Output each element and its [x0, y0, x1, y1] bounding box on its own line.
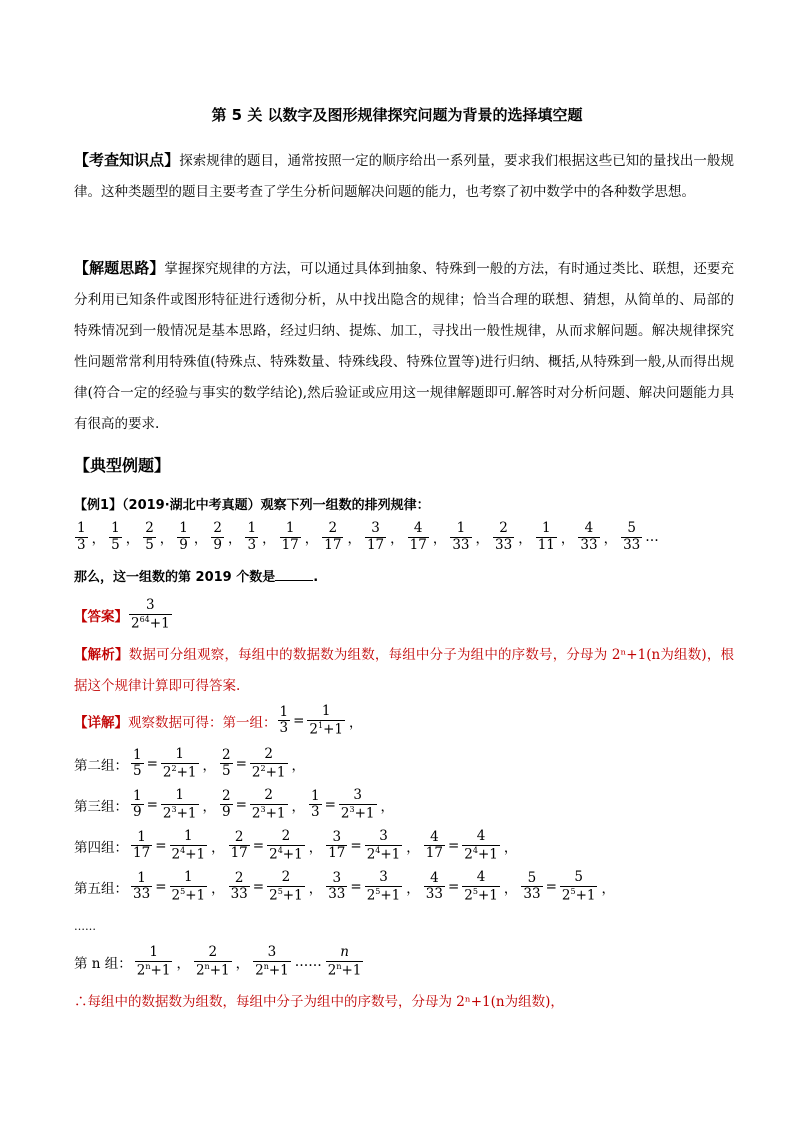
denominator: 5 [133, 763, 142, 780]
knowledge-text: 探索规律的题目，通常按照一定的顺序给出一系列量，要求我们根据这些已知的量找出一般规律。这种类题型的题目主要考查了学生分析问题解决问题的能力，也考察了初中数学中的各种数学思想。 [74, 153, 734, 200]
denominator: $2^4+1$ [366, 845, 401, 863]
group-power-fraction [365, 870, 403, 904]
comma: ， [308, 880, 323, 897]
group-fraction [229, 830, 250, 862]
comma: ， [235, 955, 250, 972]
denominator: 33 [230, 886, 248, 903]
group-fraction [278, 705, 291, 737]
denominator: 3 [77, 536, 86, 553]
numerator: 3 [332, 828, 342, 845]
group-power-fraction [307, 704, 345, 738]
comma: ， [475, 531, 489, 548]
denominator: $2^5+1$ [171, 886, 206, 904]
page-title: 第 5 关 以数字及图形规律探究问题为背景的选择填空题 [211, 106, 583, 124]
detail-dots: …… [74, 920, 96, 933]
group-fraction [326, 830, 347, 862]
analysis-label: 【解析】 [74, 647, 129, 663]
denominator: 3 [279, 720, 289, 737]
equals: = [293, 712, 305, 729]
group-fraction [424, 830, 445, 862]
sequence-fraction [75, 521, 88, 553]
example1-question [74, 562, 734, 593]
numerator: 1 [133, 787, 142, 804]
numerator: 1 [137, 828, 146, 845]
comma: ， [503, 839, 518, 856]
group-power-fraction [267, 829, 305, 863]
group-power-fraction [250, 747, 288, 781]
comma: ， [406, 839, 420, 856]
detail-conclusion: ∴每组中的数据数为组数，每组中分子为组中的序数号，分母为 2ⁿ+1(n为组数)， [74, 994, 564, 1010]
detail-group-1 [74, 704, 366, 738]
group-label: 第 n 组： [74, 955, 132, 972]
equals: = [252, 837, 265, 854]
numerator: 1 [137, 869, 146, 886]
comma: ， [308, 839, 323, 856]
denominator: 5 [145, 536, 154, 553]
analysis-text: 数据可分组观察，每组中的数据数为组数，每组中分子为组中的序数号，分母为 2ⁿ+1(n为组数)，根据这个规律计算即可得答案. [74, 647, 734, 694]
sequence-fraction [211, 521, 224, 553]
equals: = [324, 796, 336, 813]
knowledge-section [74, 145, 734, 208]
nth-fraction-last [326, 945, 364, 979]
group-fraction [131, 871, 152, 903]
denominator: 9 [179, 536, 188, 553]
numerator: 1 [175, 787, 184, 803]
comma: ， [390, 531, 404, 548]
denominator: 3 [311, 804, 320, 821]
ellipsis: … [645, 529, 659, 546]
group-fraction [131, 789, 144, 821]
sequence-fraction [322, 521, 343, 553]
denominator: $2^4+1$ [464, 845, 498, 863]
denominator: $2^4+1$ [171, 845, 206, 863]
numerator: 3 [379, 828, 388, 844]
group-power-fraction [339, 788, 377, 822]
group-power-fraction [462, 870, 500, 904]
denominator: 17 [425, 845, 443, 862]
sequence-fraction [245, 521, 258, 553]
numerator: 1 [184, 828, 193, 844]
answer-numerator: 3 [146, 597, 155, 613]
group-fraction [521, 871, 542, 903]
numerator: 1 [311, 787, 320, 804]
numerator: 1 [279, 703, 289, 720]
comma: ， [349, 714, 363, 731]
comma: ， [91, 531, 106, 548]
numerator: 4 [476, 828, 486, 844]
denominator: 33 [495, 536, 513, 553]
numerator: 4 [413, 520, 423, 536]
numerator: 2 [145, 520, 154, 536]
numerator: 2 [222, 746, 231, 763]
denominator: 5 [111, 536, 120, 553]
numerator: n [340, 944, 349, 960]
sequence-fraction [621, 521, 642, 553]
numerator: 1 [133, 746, 142, 763]
denominator: 3 [247, 536, 257, 553]
denominator: $2^3+1$ [340, 804, 375, 822]
group-fraction [131, 748, 144, 780]
denominator: $2^n+1$ [195, 961, 230, 979]
group-power-fraction [560, 870, 598, 904]
group-fraction [424, 871, 445, 903]
answer-row [74, 598, 173, 632]
knowledge-label: 【考查知识点】 [74, 151, 180, 169]
sequence-fraction [365, 521, 386, 553]
denominator: 17 [324, 536, 342, 553]
numerator: 1 [285, 520, 295, 536]
numerator: 2 [281, 828, 291, 844]
comma: ， [601, 880, 615, 897]
denominator: $2^n+1$ [136, 961, 171, 979]
numerator: 4 [430, 828, 439, 845]
numerator: 2 [499, 520, 508, 536]
group-fraction [220, 789, 233, 821]
numerator: 2 [281, 869, 291, 885]
approach-text: 掌握探究规律的方法，可以通过具体到抽象、特殊到一般的方法，有时通过类比、联想，还要充分利用已知条件或图形特征进行透彻分析，从中找出隐含的规律；恰当合理的联想、猜想，从简单的、局部的特殊情况到一般情况是基本思路，经过归纳、提炼、加工，寻找出一般性规律，从而求解问题。解决规律探究性问题常常利用特殊值(特殊点、特殊数量、特殊线段、特殊位置等)进行归纳、概括,从特殊到一般,从而得出规律(符合一定的经验与事实的数学结论),然后验证或应用这一规律解题即可.解答时对分析问题、解决问题能力具有很高的要求. [74, 261, 734, 432]
sequence-fraction [143, 521, 156, 553]
denominator: 33 [425, 886, 443, 903]
denominator: $2^1+1$ [309, 720, 343, 738]
answer-blank [275, 568, 313, 581]
numerator: 2 [208, 944, 218, 960]
denominator: 5 [222, 763, 231, 780]
equals: = [252, 878, 265, 895]
denominator: 9 [133, 804, 142, 821]
comma: ， [125, 531, 140, 548]
equals: = [146, 796, 158, 813]
nth-fraction [194, 945, 232, 979]
numerator: 1 [541, 520, 551, 536]
sequence-fraction [408, 521, 429, 553]
answer-denominator: $2^{64}+1$ [131, 614, 170, 632]
denominator: $2^3+1$ [162, 804, 197, 822]
sequence-fraction [493, 521, 514, 553]
denominator: $2^4+1$ [269, 845, 303, 863]
dots: …… [294, 953, 322, 970]
detail-group-5 [74, 870, 618, 904]
group-label: 第三组： [74, 798, 128, 815]
approach-section [74, 253, 734, 440]
group-fraction [229, 871, 250, 903]
denominator: 17 [409, 536, 427, 553]
approach-label: 【解题思路】 [74, 259, 165, 277]
equals: = [155, 837, 167, 854]
group-fraction [131, 830, 152, 862]
sequence-fraction [450, 521, 471, 553]
group-power-fraction [170, 829, 208, 863]
numerator: 4 [476, 869, 486, 885]
comma: ， [193, 531, 208, 548]
denominator: 17 [281, 536, 299, 553]
numerator: 1 [175, 746, 184, 762]
comma: ， [304, 531, 319, 548]
denominator: 33 [580, 536, 598, 553]
numerator: 2 [264, 746, 273, 762]
denominator: $2^n+1$ [255, 961, 289, 979]
numerator: 2 [222, 787, 231, 804]
group-label: 第四组： [74, 839, 128, 856]
numerator: 2 [328, 520, 338, 536]
numerator: 4 [430, 869, 439, 886]
numerator: 1 [77, 520, 86, 536]
comma: ， [503, 880, 518, 897]
equals: = [350, 837, 362, 854]
numerator: 1 [321, 703, 331, 719]
comma: ， [211, 880, 225, 897]
comma: ， [227, 531, 242, 548]
numerator: 2 [234, 828, 244, 845]
comma: ， [159, 531, 174, 548]
answer-label: 【答案】 [74, 608, 128, 625]
numerator: 1 [184, 869, 193, 885]
equals: = [146, 755, 158, 772]
equals: = [155, 878, 167, 895]
denominator: 33 [623, 536, 641, 553]
denominator: $2^n+1$ [327, 961, 362, 979]
number-sequence [74, 521, 659, 553]
comma: ， [603, 531, 618, 548]
numerator: 3 [267, 944, 277, 960]
sequence-fraction [536, 521, 557, 553]
numerator: 3 [332, 869, 342, 886]
denominator: 9 [222, 804, 231, 821]
sequence-fraction [109, 521, 122, 553]
group-power-fraction [365, 829, 403, 863]
question-end: . [313, 570, 319, 585]
comma: ， [347, 531, 361, 548]
group-power-fraction [161, 788, 199, 822]
equals: = [545, 878, 557, 895]
question-text: 那么，这一组数的第 2019 个数是 [74, 570, 276, 585]
numerator: 4 [584, 520, 594, 536]
equals: = [235, 755, 247, 772]
comma: ， [291, 798, 305, 815]
group-label: 第二组： [74, 757, 128, 774]
group-fraction [326, 871, 347, 903]
comma: ， [291, 757, 305, 774]
detail-group-3 [74, 788, 397, 822]
denominator: 17 [328, 845, 346, 862]
denominator: 33 [328, 886, 346, 903]
denominator: 33 [523, 886, 541, 903]
denominator: $2^5+1$ [269, 886, 303, 904]
denominator: $2^2+1$ [251, 763, 286, 781]
denominator: 17 [230, 845, 248, 862]
comma: ， [560, 531, 575, 548]
group-power-fraction [161, 747, 199, 781]
denominator: $2^2+1$ [162, 763, 197, 781]
numerator: 1 [456, 520, 466, 536]
numerator: 2 [234, 869, 244, 886]
comma: ， [262, 531, 276, 548]
denominator: 17 [366, 536, 385, 553]
numerator: 1 [247, 520, 257, 536]
denominator: 33 [133, 886, 151, 903]
comma: ， [211, 839, 225, 856]
detail-group-n [74, 945, 364, 979]
group-fraction [220, 748, 233, 780]
sequence-fraction [578, 521, 599, 553]
comma: ， [406, 880, 420, 897]
group-power-fraction [170, 870, 208, 904]
detail-group-4 [74, 829, 520, 863]
detail-label: 【详解】 [74, 714, 128, 731]
detail-group-2 [74, 747, 308, 781]
denominator: $2^3+1$ [251, 804, 286, 822]
denominator: $2^5+1$ [561, 886, 596, 904]
comma: ， [380, 798, 394, 815]
numerator: 5 [627, 520, 636, 536]
equals: = [447, 837, 460, 854]
numerator: 2 [213, 520, 222, 536]
numerator: 3 [353, 787, 362, 803]
comma: ， [432, 531, 447, 548]
numerator: 3 [379, 869, 388, 885]
numerator: 1 [111, 520, 120, 536]
group-fraction [309, 789, 322, 821]
denominator: 33 [452, 536, 470, 553]
group-label: 第五组： [74, 880, 128, 897]
example1-head: 【例1】（2019·湖北中考真题）观察下列一组数的排列规律： [74, 498, 430, 513]
equals: = [235, 796, 247, 813]
group-power-fraction [267, 870, 305, 904]
sequence-fraction [280, 521, 301, 553]
denominator: 9 [213, 536, 222, 553]
group-power-fraction [462, 829, 500, 863]
numerator: 5 [574, 869, 583, 885]
examples-heading: 【典型例题】 [74, 456, 171, 475]
numerator: 3 [371, 520, 380, 536]
numerator: 1 [149, 944, 158, 960]
comma: ， [202, 757, 216, 774]
equals: = [350, 878, 362, 895]
comma: ， [518, 531, 532, 548]
numerator: 2 [264, 787, 273, 803]
nth-fraction [253, 945, 291, 979]
numerator: 5 [527, 869, 537, 886]
denominator: 11 [537, 536, 555, 553]
comma: ， [202, 798, 216, 815]
denominator: 17 [133, 845, 151, 862]
detail-intro: 观察数据可得：第一组： [128, 714, 277, 731]
sequence-fraction [177, 521, 190, 553]
comma: ， [176, 955, 190, 972]
analysis-section [74, 640, 734, 702]
denominator: $2^5+1$ [464, 886, 498, 904]
group-power-fraction [250, 788, 288, 822]
nth-fraction [135, 945, 173, 979]
numerator: 1 [179, 520, 188, 536]
equals: = [447, 878, 460, 895]
answer-fraction [129, 598, 172, 632]
denominator: $2^5+1$ [366, 886, 401, 904]
